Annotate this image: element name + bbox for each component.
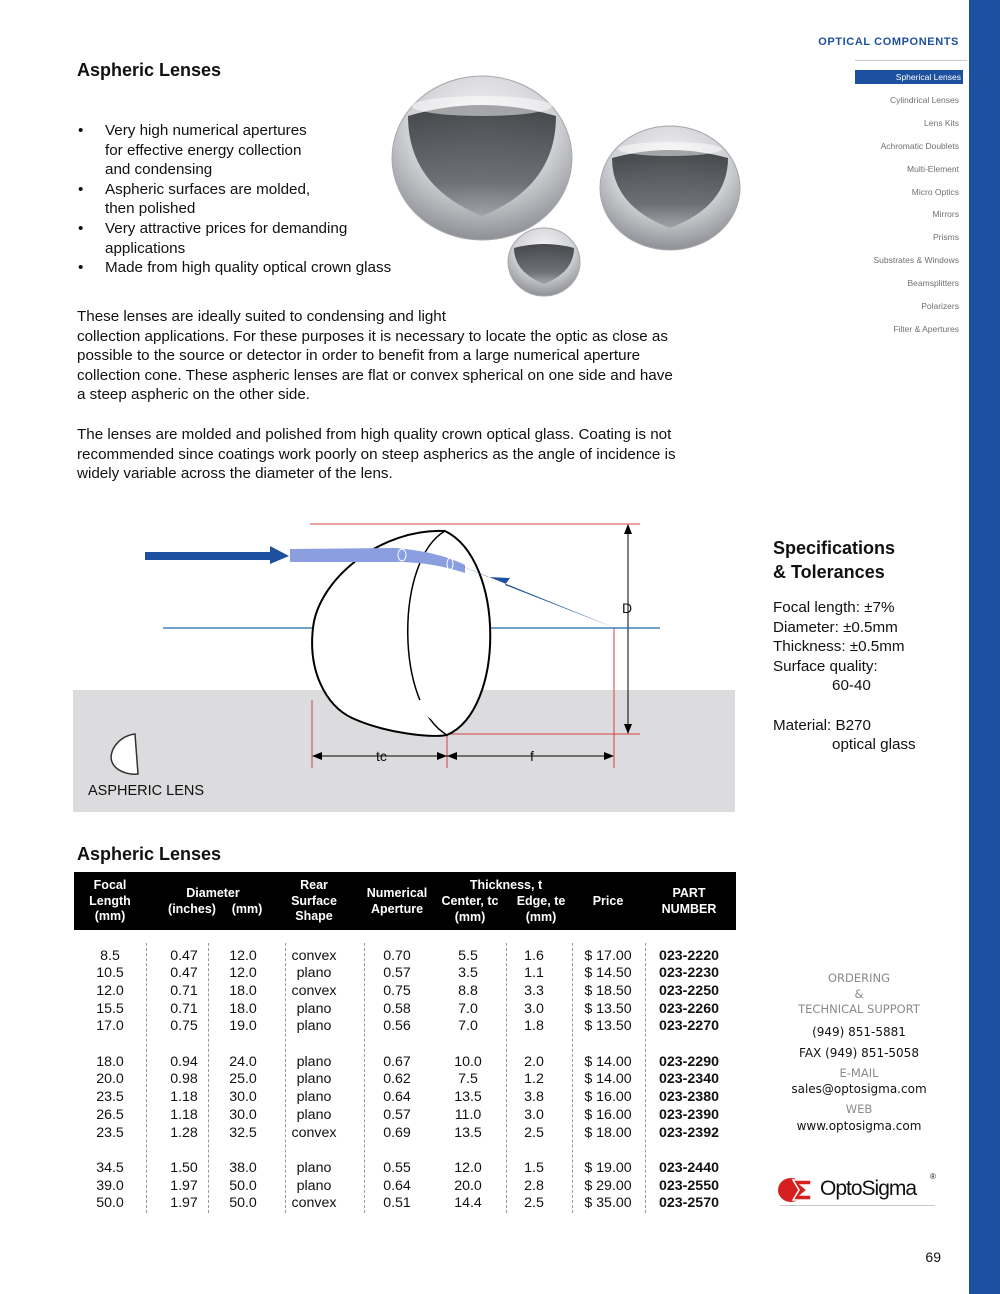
center-thickness-cell: 8.8 bbox=[458, 982, 478, 999]
diameter-inches-cell: 0.71 bbox=[170, 982, 198, 999]
price-cell: $ 14.00 bbox=[584, 1071, 632, 1088]
rear-surface-cell: convex bbox=[291, 1195, 337, 1212]
focal-length-cell: 20.0 bbox=[96, 1071, 124, 1088]
spec-focal-length: Focal length: ±7% bbox=[773, 599, 895, 616]
part-number-cell: 023-2290 bbox=[659, 1053, 719, 1070]
header-rear-surface: Rear Surface Shape bbox=[291, 878, 337, 923]
part-number-cell: 023-2230 bbox=[659, 965, 719, 982]
table-row bbox=[74, 1195, 736, 1213]
part-number-cell: 023-2390 bbox=[659, 1106, 719, 1123]
focal-length-cell: 39.0 bbox=[96, 1177, 124, 1194]
diameter-mm-cell: 30.0 bbox=[229, 1089, 257, 1106]
table-row bbox=[74, 1054, 736, 1072]
table-row bbox=[74, 1160, 736, 1178]
rear-surface-cell: plano bbox=[296, 1177, 332, 1194]
brand-name: OptoSigma bbox=[820, 1177, 917, 1200]
feature-item: • Aspheric surfaces are molded, then polished bbox=[78, 180, 311, 218]
numerical-aperture-cell: 0.70 bbox=[383, 947, 411, 964]
phone-number: (949) 851-5881 bbox=[812, 1024, 906, 1039]
header-diameter-mm: (mm) bbox=[231, 902, 263, 916]
rear-surface-cell: plano bbox=[296, 1018, 332, 1035]
center-thickness-cell: 13.5 bbox=[454, 1124, 482, 1141]
price-cell: $ 17.00 bbox=[584, 947, 632, 964]
column-divider bbox=[506, 943, 507, 1213]
numerical-aperture-cell: 0.69 bbox=[383, 1124, 411, 1141]
diameter-arrow-bottom bbox=[624, 724, 632, 734]
diameter-inches-cell: 1.18 bbox=[170, 1089, 198, 1106]
diameter-arrow-top bbox=[624, 524, 632, 534]
part-number-cell: 023-2340 bbox=[659, 1071, 719, 1088]
nav-item[interactable]: Micro Optics bbox=[911, 186, 959, 197]
table-header bbox=[74, 872, 736, 930]
rear-surface-cell: plano bbox=[296, 1106, 332, 1123]
section-label: OPTICAL COMPONENTS bbox=[818, 36, 959, 48]
column-divider bbox=[146, 943, 147, 1213]
nav-item[interactable]: Polarizers bbox=[921, 301, 959, 311]
header-center-thickness: Center, tc (mm) bbox=[441, 894, 499, 924]
column-divider bbox=[285, 943, 286, 1213]
email-link[interactable]: sales@optosigma.com bbox=[791, 1082, 927, 1096]
focal-length-cell: 12.0 bbox=[96, 982, 124, 999]
table-row bbox=[74, 1178, 736, 1196]
spec-material: Material: B270 bbox=[773, 716, 871, 734]
spec-diameter: Diameter: ±0.5mm bbox=[773, 618, 898, 636]
nav-item[interactable]: Filter & Apertures bbox=[893, 323, 959, 334]
numerical-aperture-cell: 0.64 bbox=[383, 1177, 411, 1194]
center-thickness-cell: 12.0 bbox=[454, 1159, 482, 1176]
numerical-aperture-cell: 0.57 bbox=[383, 1106, 411, 1123]
table-row bbox=[74, 1001, 736, 1019]
edge-thickness-cell: 1.1 bbox=[524, 965, 544, 982]
column-divider bbox=[364, 943, 365, 1213]
price-cell: $ 14.00 bbox=[584, 1053, 632, 1070]
rear-surface-cell: plano bbox=[296, 965, 332, 982]
part-number-cell: 023-2270 bbox=[659, 1018, 719, 1035]
nav-item[interactable]: Spherical Lenses bbox=[855, 70, 963, 84]
tc-arrow-right bbox=[437, 752, 447, 760]
brand-mark-icon bbox=[777, 1176, 815, 1204]
focal-length-cell: 50.0 bbox=[96, 1195, 124, 1212]
diameter-mm-cell: 12.0 bbox=[229, 965, 257, 982]
focal-length-cell: 23.5 bbox=[96, 1089, 124, 1106]
center-thickness-cell: 3.5 bbox=[458, 965, 478, 982]
aspheric-lens-icon bbox=[111, 734, 138, 774]
header-thickness: Thickness, t bbox=[469, 878, 543, 892]
numerical-aperture-cell: 0.57 bbox=[383, 965, 411, 982]
brand-logo bbox=[777, 1172, 937, 1208]
edge-thickness-cell: 3.8 bbox=[524, 1089, 544, 1106]
price-cell: $ 13.50 bbox=[584, 1018, 632, 1035]
center-thickness-cell: 13.5 bbox=[454, 1089, 482, 1106]
rear-surface-cell: plano bbox=[296, 1053, 332, 1070]
table-row bbox=[74, 1018, 736, 1036]
email-label: E-MAIL bbox=[839, 1065, 879, 1080]
f-arrow-left bbox=[447, 752, 457, 760]
edge-thickness-cell: 1.5 bbox=[524, 1159, 544, 1176]
center-thickness-cell: 20.0 bbox=[454, 1177, 482, 1194]
part-number-cell: 023-2250 bbox=[659, 982, 719, 999]
table-row bbox=[74, 1125, 736, 1143]
technical-support-label: TECHNICAL SUPPORT bbox=[798, 1002, 920, 1016]
diagram-caption: ASPHERIC LENS bbox=[88, 783, 205, 799]
ordering-label: ORDERING bbox=[827, 971, 891, 985]
diameter-inches-cell: 1.18 bbox=[170, 1106, 198, 1123]
center-thickness-cell: 11.0 bbox=[454, 1106, 482, 1123]
diameter-inches-cell: 0.71 bbox=[170, 1000, 198, 1017]
center-thickness-cell: 7.0 bbox=[458, 1018, 478, 1035]
header-part-number: PART NUMBER bbox=[661, 886, 717, 916]
table-row bbox=[74, 1071, 736, 1089]
web-link[interactable]: www.optosigma.com bbox=[796, 1118, 922, 1133]
focal-length-cell: 8.5 bbox=[100, 947, 120, 964]
diameter-mm-cell: 25.0 bbox=[229, 1071, 257, 1088]
feature-item: • Very high numerical apertures for effective energy collection and condensing bbox=[78, 122, 307, 179]
price-cell: $ 18.50 bbox=[584, 982, 632, 999]
support-contact bbox=[780, 971, 938, 1135]
nav-item[interactable]: Cylindrical Lenses bbox=[890, 94, 959, 105]
table-row bbox=[74, 1107, 736, 1125]
f-arrow-right bbox=[604, 752, 614, 760]
edge-thickness-cell: 1.6 bbox=[524, 947, 544, 964]
nav-item[interactable]: Substrates & Windows bbox=[873, 255, 959, 266]
price-cell: $ 13.50 bbox=[584, 1000, 632, 1017]
focal-length-cell: 18.0 bbox=[96, 1053, 124, 1070]
table-row bbox=[74, 983, 736, 1001]
center-thickness-cell: 7.0 bbox=[458, 1000, 478, 1017]
edge-thickness-cell: 1.2 bbox=[524, 1071, 544, 1088]
focal-length-cell: 10.5 bbox=[96, 965, 124, 982]
focal-length-label: f bbox=[530, 748, 534, 764]
edge-thickness-cell: 1.8 bbox=[524, 1018, 544, 1035]
diameter-mm-cell: 12.0 bbox=[229, 947, 257, 964]
price-cell: $ 18.00 bbox=[584, 1124, 632, 1141]
center-thickness-cell: 7.5 bbox=[458, 1071, 478, 1088]
rear-surface-cell: convex bbox=[291, 947, 337, 964]
center-thickness-cell: 5.5 bbox=[458, 947, 478, 964]
focal-length-cell: 17.0 bbox=[96, 1018, 124, 1035]
rear-surface-cell: plano bbox=[296, 1159, 332, 1176]
rear-surface-cell: convex bbox=[291, 982, 337, 999]
fax-number: FAX (949) 851-5058 bbox=[799, 1045, 919, 1060]
numerical-aperture-cell: 0.62 bbox=[383, 1071, 411, 1088]
nav-item[interactable]: Beamsplitters bbox=[907, 278, 959, 289]
nav-item[interactable]: Achromatic Doublets bbox=[880, 140, 959, 151]
description-paragraph: These lenses are ideally suited to condensing and light collection applications. For these purposes it is necessary to locate the optic as close as possible to the source or detector in order to benefit from a large numerical aperture collection cone. These aspheric lenses are flat or convex spherical on one side and have a steep aspheric on the other side. bbox=[77, 308, 673, 404]
part-number-cell: 023-2220 bbox=[659, 947, 719, 964]
table-row bbox=[74, 1089, 736, 1107]
part-number-cell: 023-2392 bbox=[659, 1124, 719, 1141]
diameter-inches-cell: 0.94 bbox=[170, 1053, 198, 1070]
price-cell: $ 29.00 bbox=[584, 1177, 632, 1194]
center-thickness-cell: 10.0 bbox=[454, 1053, 482, 1070]
diameter-mm-cell: 18.0 bbox=[229, 982, 257, 999]
specifications-panel bbox=[773, 536, 963, 755]
numerical-aperture-cell: 0.64 bbox=[383, 1089, 411, 1106]
header-price: Price bbox=[592, 894, 624, 908]
diameter-inches-cell: 0.47 bbox=[170, 965, 198, 982]
diameter-mm-cell: 38.0 bbox=[229, 1159, 257, 1176]
diameter-inches-cell: 1.50 bbox=[170, 1159, 198, 1176]
part-number-cell: 023-2260 bbox=[659, 1000, 719, 1017]
header-edge-thickness: Edge, te (mm) bbox=[516, 894, 566, 924]
header-diameter: Diameter bbox=[186, 886, 240, 900]
numerical-aperture-cell: 0.55 bbox=[383, 1159, 411, 1176]
diameter-mm-cell: 50.0 bbox=[229, 1177, 257, 1194]
registered-mark: ® bbox=[930, 1172, 936, 1181]
focal-length-cell: 26.5 bbox=[96, 1106, 124, 1123]
diameter-mm-cell: 19.0 bbox=[229, 1018, 257, 1035]
focal-length-cell: 23.5 bbox=[96, 1124, 124, 1141]
numerical-aperture-cell: 0.75 bbox=[383, 982, 411, 999]
diameter-mm-cell: 32.5 bbox=[229, 1124, 257, 1141]
header-focal-length: Focal Length (mm) bbox=[89, 878, 131, 923]
column-divider bbox=[645, 943, 646, 1213]
diameter-mm-cell: 24.0 bbox=[229, 1053, 257, 1070]
numerical-aperture-cell: 0.58 bbox=[383, 1000, 411, 1017]
edge-thickness-cell: 3.0 bbox=[524, 1000, 544, 1017]
diameter-mm-cell: 30.0 bbox=[229, 1106, 257, 1123]
price-cell: $ 19.00 bbox=[584, 1159, 632, 1176]
nav-divider bbox=[855, 60, 967, 61]
header-numerical-aperture: Numerical Aperture bbox=[366, 886, 428, 916]
part-number-cell: 023-2570 bbox=[659, 1195, 719, 1212]
brand-underline bbox=[780, 1205, 935, 1206]
web-label: WEB bbox=[845, 1102, 873, 1116]
column-divider bbox=[208, 943, 209, 1213]
part-number-cell: 023-2550 bbox=[659, 1177, 719, 1194]
diameter-mm-cell: 18.0 bbox=[229, 1000, 257, 1017]
edge-thickness-cell: 3.3 bbox=[524, 982, 544, 999]
numerical-aperture-cell: 0.56 bbox=[383, 1018, 411, 1035]
edge-thickness-cell: 3.0 bbox=[524, 1106, 544, 1123]
coating-paragraph: The lenses are molded and polished from high quality crown optical glass. Coating is not recommended since coatings work poorly on steep aspherics as the angle of incidence is widely variable across the diameter of the lens. bbox=[77, 426, 676, 483]
price-cell: $ 16.00 bbox=[584, 1106, 632, 1123]
spec-surface-quality: Surface quality: bbox=[773, 657, 878, 675]
nav-item[interactable]: Prisms bbox=[933, 232, 959, 243]
ampersand-label: & bbox=[854, 986, 864, 1001]
header-diameter-inches: (inches) bbox=[168, 902, 216, 916]
part-number-cell: 023-2380 bbox=[659, 1089, 719, 1106]
edge-thickness-cell: 2.5 bbox=[524, 1124, 544, 1141]
diameter-inches-cell: 0.75 bbox=[170, 1018, 198, 1035]
diameter-mm-cell: 50.0 bbox=[229, 1195, 257, 1212]
nav-item[interactable]: Multi-Element bbox=[907, 163, 959, 174]
feature-item: • Made from high quality optical crown glass bbox=[78, 259, 392, 277]
incoming-beam-arrow bbox=[145, 546, 289, 564]
price-cell: $ 14.50 bbox=[584, 965, 632, 982]
tc-arrow-left bbox=[312, 752, 322, 760]
diameter-inches-cell: 0.47 bbox=[170, 947, 198, 964]
diameter-inches-cell: 0.98 bbox=[170, 1071, 198, 1088]
edge-thickness-cell: 2.8 bbox=[524, 1177, 544, 1194]
numerical-aperture-cell: 0.67 bbox=[383, 1053, 411, 1070]
spec-surface-quality-value: 60-40 bbox=[832, 677, 871, 695]
price-cell: $ 16.00 bbox=[584, 1089, 632, 1106]
focal-length-cell: 34.5 bbox=[96, 1159, 124, 1176]
page-title: Aspheric Lenses bbox=[77, 60, 222, 80]
focal-length-cell: 15.5 bbox=[96, 1000, 124, 1017]
table-row bbox=[74, 965, 736, 983]
center-thickness-label: tc bbox=[376, 748, 387, 764]
column-divider bbox=[572, 943, 573, 1213]
rear-surface-cell: plano bbox=[296, 1089, 332, 1106]
part-number-cell: 023-2440 bbox=[659, 1159, 719, 1176]
edge-thickness-cell: 2.0 bbox=[524, 1053, 544, 1070]
numerical-aperture-cell: 0.51 bbox=[383, 1195, 411, 1212]
diameter-inches-cell: 1.28 bbox=[170, 1124, 198, 1141]
rear-surface-cell: plano bbox=[296, 1071, 332, 1088]
feature-item: • Very attractive prices for demanding applications bbox=[78, 219, 348, 257]
specifications-title: Specifications & Tolerances bbox=[773, 538, 896, 582]
table-title: Aspheric Lenses bbox=[77, 844, 222, 864]
price-cell: $ 35.00 bbox=[584, 1195, 632, 1212]
page-edge-strip bbox=[969, 0, 1000, 1294]
center-thickness-cell: 14.4 bbox=[454, 1195, 482, 1212]
edge-thickness-cell: 2.5 bbox=[524, 1195, 544, 1212]
table-row bbox=[74, 948, 736, 966]
rear-surface-cell: plano bbox=[296, 1000, 332, 1017]
rear-surface-cell: convex bbox=[291, 1124, 337, 1141]
spec-thickness: Thickness: ±0.5mm bbox=[773, 638, 905, 656]
diameter-inches-cell: 1.97 bbox=[170, 1195, 198, 1212]
diameter-inches-cell: 1.97 bbox=[170, 1177, 198, 1194]
page-number: 69 bbox=[925, 1249, 941, 1265]
nav-item[interactable]: Mirrors bbox=[932, 209, 959, 220]
nav-item[interactable]: Lens Kits bbox=[924, 117, 959, 128]
spec-material-value: optical glass bbox=[832, 736, 916, 754]
diameter-label: D bbox=[622, 600, 633, 616]
